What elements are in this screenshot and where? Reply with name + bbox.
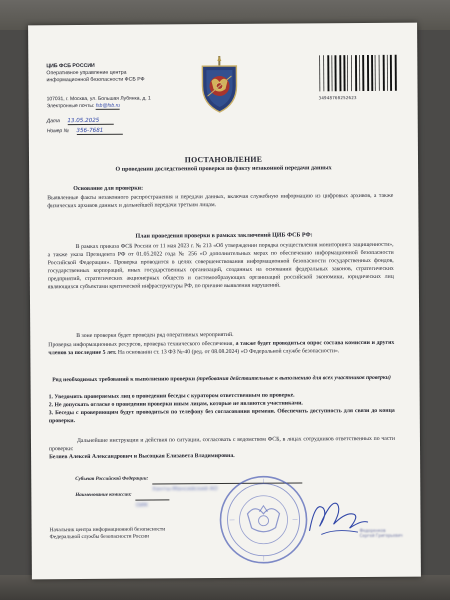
barcode-bar <box>343 55 345 91</box>
signer-line1: Федоренков <box>359 527 386 534</box>
barcode-bar <box>379 55 380 91</box>
barcode-bar <box>319 55 320 91</box>
barcode-bar <box>383 55 385 91</box>
date-value: 13.05.2025 <box>67 118 113 125</box>
barcode-bar <box>395 55 397 91</box>
signature-line2: Федеральной службы безопасности России <box>49 533 150 541</box>
plan-paragraph-1: В рамках приказа ФСБ России от 11 мая 2023 г. № 213 «Об утверждении порядка осуществления мониторинга защищенности», а также указа Президента РФ от 01.05.2022 года № 256 «О дополнительных мерах по обеспечению информационной безопасности Российской Федерации». Проверка проводится в целях совершенствования информационной безопасности государственных фондов, государственных корпораций, иных государственных организаций, созданных на основании федеральных законов, стратегических предприятий, стратегических акционерных обществ и системообразующих организаций российской экономики, юридических лиц являющихся субъектами критической инфраструктуры РФ, по причине выявления нарушений. <box>47 241 394 290</box>
barcode-bar <box>375 55 376 91</box>
barcode-bar <box>339 55 341 91</box>
number-value: 356-7681 <box>76 128 122 135</box>
number-label: Номер № <box>46 128 70 135</box>
grounds-text: Выявленные факты незаконного распространения и передачи данных, включая служебную информацию из цифровых архивов, а также физических архивов данных и дальнейшей передачи третьим лицам. <box>47 192 394 210</box>
barcode-bar <box>387 55 388 91</box>
barcode-bar <box>334 55 336 91</box>
barcode-bar <box>371 55 373 91</box>
plan-p3-start: Проверка информационных ресурсов, проверка технического обеспечения, <box>48 340 234 349</box>
requirements-list <box>49 392 395 426</box>
document-subtitle: О проведении доследственной проверки по факту незаконной передачи данных <box>115 165 332 173</box>
signer-name <box>360 528 403 539</box>
barcode-bar <box>323 55 324 91</box>
commission-line <box>135 493 170 509</box>
fsb-emblem-icon <box>198 56 240 119</box>
barcode-bar <box>327 55 329 91</box>
address-block <box>47 96 151 111</box>
number-row <box>47 128 123 136</box>
requirement-item: 2. Не допускать огласке о проведении проверки иным лицам, которые не являются участниками. <box>48 400 303 409</box>
plan-paragraph-3 <box>48 340 394 358</box>
email-line <box>47 103 151 111</box>
email-value: fsb@fsb.ru <box>95 102 121 109</box>
barcode-bar <box>355 55 357 91</box>
plan-p3-bold: а также будет проводиться опрос состава комиссии и других членов за последние 5 лет. <box>48 339 395 357</box>
requirements-heading-italic: (требования действительные к выполнению для всех участников проверки) <box>196 374 391 383</box>
org-line3: информационной безопасности ФСБ РФ <box>46 76 145 84</box>
org-header <box>46 63 144 85</box>
document-sheet <box>28 23 421 580</box>
subject-value: Ханты-Мансийский АО <box>152 486 218 493</box>
requirement-item: 1. Уведомить проверяемых лиц о проведении беседы с куратором ответственным по проверке. <box>48 392 295 401</box>
date-label: Дата <box>46 118 60 125</box>
barcode-bar <box>351 55 352 91</box>
barcode-bar <box>359 55 360 91</box>
commission-value: ОИК <box>135 502 149 509</box>
plan-paragraph-2: В зоне проверки будет проведен ряд оперативных мероприятий. <box>76 331 234 340</box>
signer-line2: Сергей Григорьевич <box>359 533 403 539</box>
barcode-bar <box>390 55 392 91</box>
commission-field <box>75 482 169 509</box>
barcode-bar <box>362 55 364 91</box>
requirements-heading <box>49 375 395 385</box>
requirements-heading-main: Ряд необходимых требований к выполнению проверки <box>52 376 196 384</box>
email-label: Электронные почты: <box>46 102 95 110</box>
barcode <box>318 54 398 101</box>
barcode-bar <box>367 55 369 91</box>
followup-text: Дальнейшие инструкции и действия по ситуации, согласовать с ведомством ФСБ, в лицах сотрудников ответственных по части проверки: <box>49 435 395 453</box>
official-stamp-icon <box>217 473 310 571</box>
org-line2: Оперативное управление центра <box>46 69 127 77</box>
address-line: 107031, г. Москва, ул. Большая Лубянка, д. 1 <box>46 95 151 103</box>
plan-heading: План проведения проверки в рамках заключений ЦИБ ФСБ РФ: <box>135 232 313 240</box>
date-row <box>47 118 114 125</box>
requirement-item: 3. Беседы с проверяющим будут проводиться по телефону без согласования времени. Обеспечить доступность для связи до конца проверки. <box>48 407 395 424</box>
plan-p3-end: На основании ст. 13 ФЗ №-40 (ред. от 08.08.2024) «О Федеральной службе безопасности». <box>117 348 340 356</box>
subject-label: Субъект Российской Федерации: <box>75 476 149 483</box>
officers-names: Беляев Алексей Александрович и Высоцкая Елизавета Владимировна. <box>49 452 235 461</box>
org-name: ЦИБ ФСБ РОССИИ <box>46 62 95 70</box>
barcode-bar <box>331 55 332 91</box>
document-title: ПОСТАНОВЛЕНИЕ <box>184 154 263 165</box>
barcode-bar <box>347 55 348 91</box>
barcode-number: 34948760252623 <box>318 95 357 101</box>
signature-block <box>50 526 166 542</box>
signature-line1: Начальник центра информационной безопасности <box>49 526 166 534</box>
grounds-heading: Основание для проверки: <box>73 185 144 193</box>
commission-label: Наименование комиссии: <box>75 492 132 499</box>
